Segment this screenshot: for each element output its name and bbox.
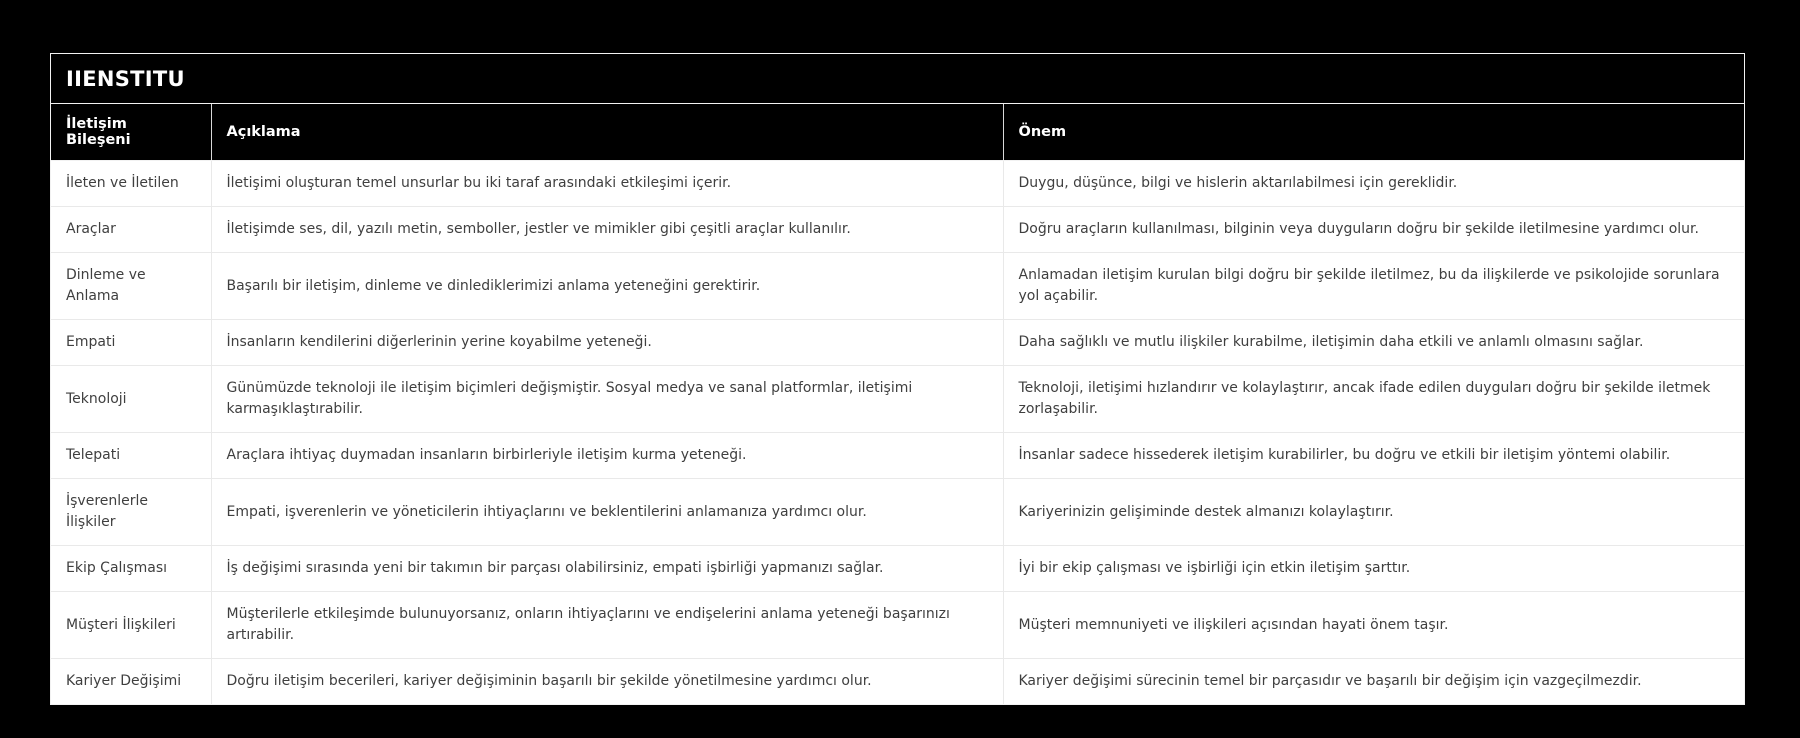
- cell-component: Araçlar: [51, 207, 211, 253]
- cell-component: Dinleme ve Anlama: [51, 253, 211, 320]
- cell-component: Empati: [51, 320, 211, 366]
- page-title: IIENSTITU: [66, 66, 185, 91]
- cell-component: İşverenlerle İlişkiler: [51, 479, 211, 546]
- cell-component: Ekip Çalışması: [51, 546, 211, 592]
- cell-importance: Duygu, düşünce, bilgi ve hislerin aktarılabilmesi için gereklidir.: [1003, 161, 1744, 207]
- cell-importance: Anlamadan iletişim kurulan bilgi doğru bir şekilde iletilmez, bu da ilişkilerde ve psikolojide sorunlara yol açabilir.: [1003, 253, 1744, 320]
- cell-importance: İnsanlar sadece hissederek iletişim kurabilirler, bu doğru ve etkili bir iletişim yöntemi olabilir.: [1003, 433, 1744, 479]
- column-header-component: İletişim Bileşeni: [51, 104, 211, 161]
- cell-description: İnsanların kendilerini diğerlerinin yerine koyabilme yeteneği.: [211, 320, 1003, 366]
- cell-description: Empati, işverenlerin ve yöneticilerin ihtiyaçlarını ve beklentilerini anlamanıza yardımcı olur.: [211, 479, 1003, 546]
- cell-description: Başarılı bir iletişim, dinleme ve dinlediklerimizi anlama yeteneğini gerektirir.: [211, 253, 1003, 320]
- table-row: [51, 592, 1744, 659]
- table-row: [51, 207, 1744, 253]
- cell-description: Araçlara ihtiyaç duymadan insanların birbirleriyle iletişim kurma yeteneği.: [211, 433, 1003, 479]
- cell-description: Günümüzde teknoloji ile iletişim biçimleri değişmiştir. Sosyal medya ve sanal platformlar, iletişimi karmaşıklaştırabilir.: [211, 366, 1003, 433]
- cell-description: İş değişimi sırasında yeni bir takımın bir parçası olabilirsiniz, empati işbirliği yapmanızı sağlar.: [211, 546, 1003, 592]
- cell-component: Müşteri İlişkileri: [51, 592, 211, 659]
- cell-importance: Kariyerinizin gelişiminde destek almanızı kolaylaştırır.: [1003, 479, 1744, 546]
- table-row: [51, 433, 1744, 479]
- cell-importance: Doğru araçların kullanılması, bilginin veya duyguların doğru bir şekilde iletilmesine yardımcı olur.: [1003, 207, 1744, 253]
- table-header-row: [51, 104, 1744, 161]
- cell-description: Doğru iletişim becerileri, kariyer değişiminin başarılı bir şekilde yönetilmesine yardımcı olur.: [211, 659, 1003, 705]
- table-row: [51, 320, 1744, 366]
- table-card: [50, 53, 1745, 705]
- table-row: [51, 546, 1744, 592]
- table-row: [51, 366, 1744, 433]
- cell-component: İleten ve İletilen: [51, 161, 211, 207]
- cell-component: Kariyer Değişimi: [51, 659, 211, 705]
- cell-importance: Daha sağlıklı ve mutlu ilişkiler kurabilme, iletişimin daha etkili ve anlamlı olmasını sağlar.: [1003, 320, 1744, 366]
- cell-description: İletişimi oluşturan temel unsurlar bu iki taraf arasındaki etkileşimi içerir.: [211, 161, 1003, 207]
- cell-component: Telepati: [51, 433, 211, 479]
- table-row: [51, 253, 1744, 320]
- communication-components-table: [51, 104, 1744, 704]
- column-header-importance: Önem: [1003, 104, 1744, 161]
- title-bar: [51, 54, 1744, 104]
- cell-component: Teknoloji: [51, 366, 211, 433]
- cell-importance: Kariyer değişimi sürecinin temel bir parçasıdır ve başarılı bir değişim için vazgeçilmezdir.: [1003, 659, 1744, 705]
- cell-description: Müşterilerle etkileşimde bulunuyorsanız, onların ihtiyaçlarını ve endişelerini anlama yeteneği başarınızı artırabilir.: [211, 592, 1003, 659]
- cell-importance: Müşteri memnuniyeti ve ilişkileri açısından hayati önem taşır.: [1003, 592, 1744, 659]
- cell-importance: Teknoloji, iletişimi hızlandırır ve kolaylaştırır, ancak ifade edilen duyguları doğru bir şekilde iletmek zorlaşabilir.: [1003, 366, 1744, 433]
- column-header-description: Açıklama: [211, 104, 1003, 161]
- cell-description: İletişimde ses, dil, yazılı metin, semboller, jestler ve mimikler gibi çeşitli araçlar kullanılır.: [211, 207, 1003, 253]
- table-row: [51, 479, 1744, 546]
- table-body: [51, 161, 1744, 705]
- cell-importance: İyi bir ekip çalışması ve işbirliği için etkin iletişim şarttır.: [1003, 546, 1744, 592]
- table-row: [51, 659, 1744, 705]
- table-row: [51, 161, 1744, 207]
